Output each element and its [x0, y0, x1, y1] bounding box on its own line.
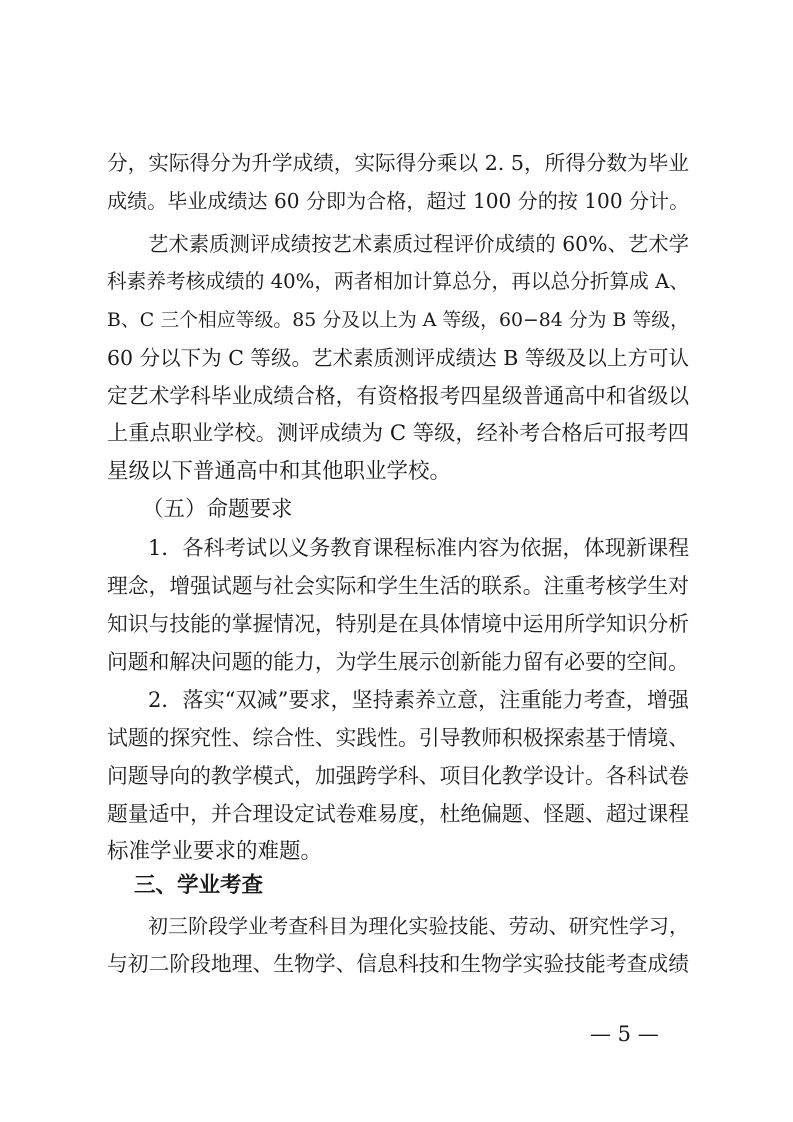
paragraph-2-line-4: 60 分以下为 C 等级。艺术素质测评成绩达 B 等级及以上方可认	[107, 346, 689, 370]
paragraph-4-line-3: 问题导向的教学模式，加强跨学科、项目化教学设计。各科试卷	[107, 764, 689, 788]
paragraph-3-line-3: 知识与技能的掌握情况，特别是在具体情境中运用所学知识分析	[107, 612, 689, 636]
paragraph-3-line-1: 1．各科考试以义务教育课程标准内容为依据，体现新课程	[148, 535, 690, 560]
section-3-heading: 三、学业考查	[134, 873, 264, 898]
paragraph-2-line-5: 定艺术学科毕业成绩合格，有资格报考四星级普通高中和省级以	[107, 384, 689, 408]
paragraph-2-line-3: B、C 三个相应等级。85 分及以上为 A 等级，60−84 分为 B 等级，	[107, 309, 689, 331]
paragraph-2-line-2: 科素养考核成绩的 40%，两者相加计算总分，再以总分折算成 A、	[107, 270, 689, 293]
paragraph-1-line-1: 分，实际得分为升学成绩，实际得分乘以 2. 5，所得分数为毕业	[107, 151, 689, 175]
paragraph-2-line-1: 艺术素质测评成绩按艺术素质过程评价成绩的 60%、艺术学	[148, 232, 689, 256]
paragraph-3-line-4: 问题和解决问题的能力，为学生展示创新能力留有必要的空间。	[107, 650, 689, 674]
paragraph-4-line-5: 标准学业要求的难题。	[107, 839, 323, 864]
paragraph-1-line-2: 成绩。毕业成绩达 60 分即为合格，超过 100 分的按 100 分计。	[107, 189, 690, 213]
paragraph-5-line-2: 与初二阶段地理、生物学、信息科技和生物学实验技能考查成绩	[107, 952, 689, 976]
section-5-heading: （五）命题要求	[142, 497, 293, 522]
paragraph-4-line-1: 2．落实“双减”要求，坚持素养立意，注重能力考查，增强	[148, 687, 689, 712]
paragraph-4-line-2: 试题的探究性、综合性、实践性。引导教师积极探索基于情境、	[107, 726, 689, 750]
paragraph-4-line-4: 题量适中，并合理设定试卷难易度，杜绝偏题、怪题、超过课程	[107, 802, 689, 826]
page-number: — 5 —	[590, 1022, 659, 1046]
paragraph-3-line-2: 理念，增强试题与社会实际和学生生活的联系。注重考核学生对	[107, 574, 689, 598]
paragraph-5-line-1: 初三阶段学业考查科目为理化实验技能、劳动、研究性学习，	[148, 914, 689, 938]
paragraph-2-line-6: 上重点职业学校。测评成绩为 C 等级，经补考合格后可报考四	[107, 421, 689, 446]
paragraph-2-line-7: 星级以下普通高中和其他职业学校。	[107, 459, 452, 484]
